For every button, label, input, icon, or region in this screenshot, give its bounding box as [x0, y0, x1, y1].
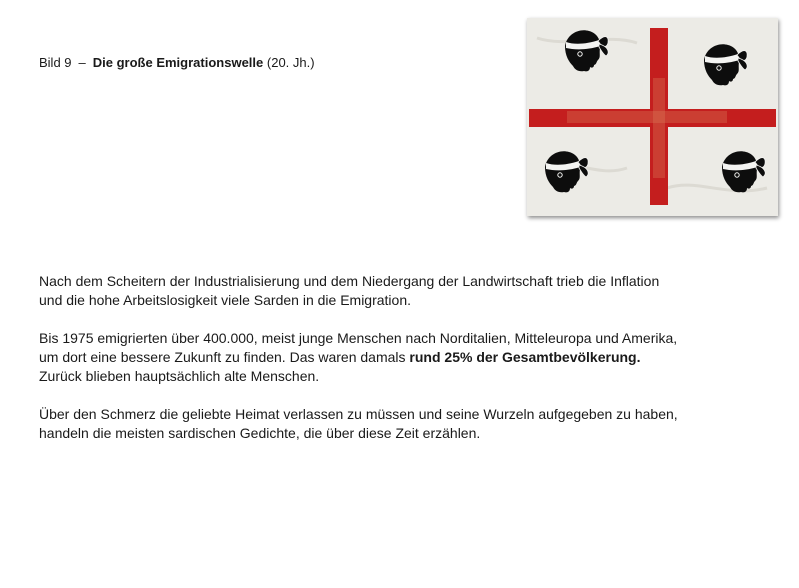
paragraph-line-with-highlight: [39, 348, 739, 367]
paragraph-1: [39, 272, 739, 310]
highlight-percentage: rund 25% der Gesamtbevölkerung.: [409, 349, 641, 365]
flag-artwork: [527, 18, 778, 216]
figure-caption: [39, 55, 315, 71]
paragraph-2: [39, 329, 739, 386]
paragraph-line: Zurück blieben hauptsächlich alte Menschen.: [39, 368, 320, 384]
paragraph-3: [39, 405, 739, 443]
paragraph-line: Nach dem Scheitern der Industrialisierung und dem Niedergang der Landwirtschaft trieb die Inflation: [39, 273, 660, 289]
paragraph-line: Über den Schmerz die geliebte Heimat verlassen zu müssen und seine Wurzeln aufgegeben zu haben,: [39, 406, 678, 422]
body-text: [39, 272, 739, 462]
paragraph-line: Bis 1975 emigrierten über 400.000, meist junge Menschen nach Norditalien, Mitteleuropa und Amerika,: [39, 330, 678, 346]
figure-title: Die große Emigrationswelle: [92, 55, 264, 70]
paragraph-line: und die hohe Arbeitslosigkeit viele Sarden in die Emigration.: [39, 292, 412, 308]
paragraph-line: handeln die meisten sardischen Gedichte, die über diese Zeit erzählen.: [39, 425, 481, 441]
paragraph-text: um dort eine bessere Zukunft zu finden. Das waren damals: [39, 349, 406, 365]
figure-period: (20. Jh.): [266, 55, 315, 70]
sardinia-flag-image: [527, 18, 778, 216]
caption-dash: –: [78, 55, 86, 70]
figure-label: Bild 9: [39, 55, 72, 70]
